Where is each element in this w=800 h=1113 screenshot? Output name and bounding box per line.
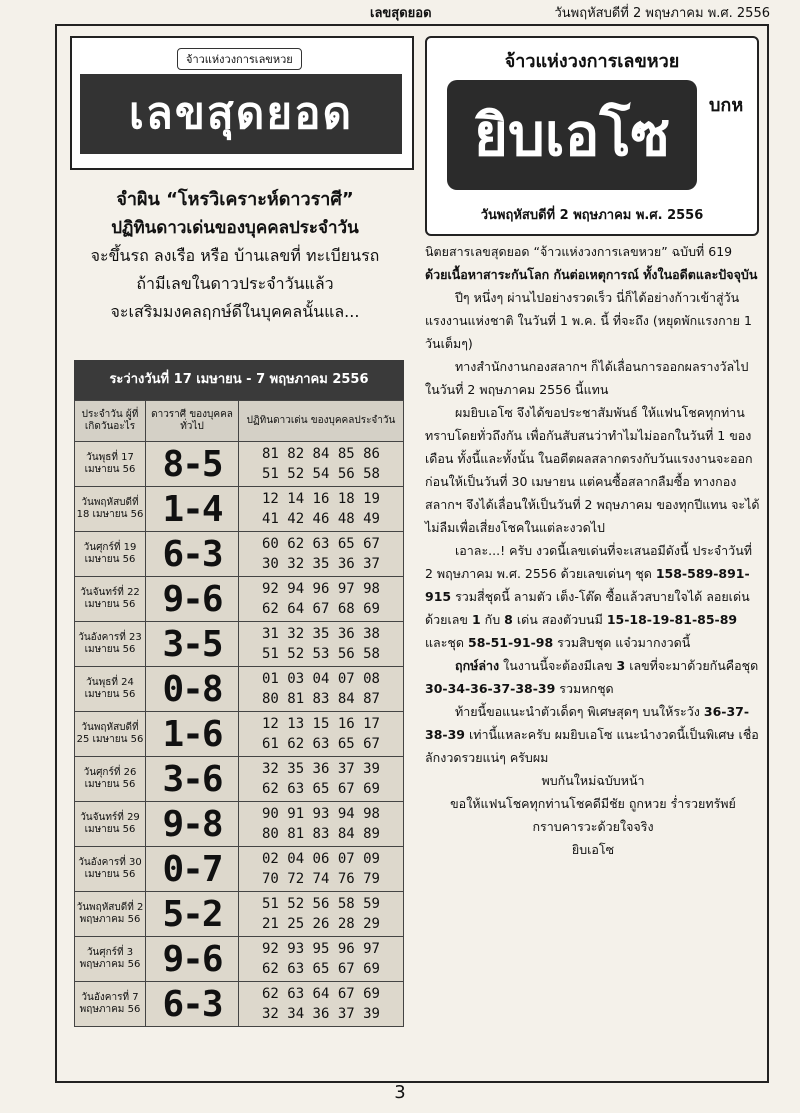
row-numbers-line: 81 82 84 85 86 <box>261 446 380 462</box>
row-pair: 9-6 <box>146 577 239 622</box>
row-day: วันพุธที่ 17 เมษายน 56 <box>75 442 146 487</box>
row-numbers-line: 62 63 64 67 69 <box>261 986 380 1002</box>
row-day: วันจันทร์ที่ 22 เมษายน 56 <box>75 577 146 622</box>
right-logo <box>425 36 759 236</box>
row-numbers-line: 60 62 63 65 67 <box>261 536 380 552</box>
row-pair: 0-7 <box>146 847 239 892</box>
row-pair: 6-3 <box>146 532 239 577</box>
row-numbers-line: 01 03 04 07 08 <box>261 671 380 687</box>
magazine-name: เลขสุดยอด <box>370 6 432 21</box>
row-day: วันอังคารที่ 30 เมษายน 56 <box>75 847 146 892</box>
row-numbers-line: 51 52 54 56 58 <box>261 466 380 482</box>
row-numbers <box>239 847 404 892</box>
row-day: วันศุกร์ที่ 3 พฤษภาคม 56 <box>75 937 146 982</box>
closing-line: กราบคารวะด้วยใจจริง <box>532 819 654 834</box>
row-day: วันอังคารที่ 23 เมษายน 56 <box>75 622 146 667</box>
row-numbers-line: 80 81 83 84 89 <box>261 826 380 842</box>
row-numbers-line: 62 64 67 68 69 <box>261 601 380 617</box>
row-numbers-line: 62 63 65 67 69 <box>261 961 380 977</box>
table-row <box>75 577 404 622</box>
intro-line: จะขึ้นรถ ลงเรือ หรือ บ้านเลขที่ ทะเบียนรถ <box>90 246 380 265</box>
row-numbers <box>239 757 404 802</box>
row-pair: 0-8 <box>146 667 239 712</box>
row-numbers-line: 51 52 53 56 58 <box>261 646 380 662</box>
row-day: วันพุธที่ 24 เมษายน 56 <box>75 667 146 712</box>
article-paragraph: ปีๆ หนึ่งๆ ผ่านไปอย่างรวดเร็ว นี่ก็ได้อย่างก้าวเข้าสู่วันแรงงานแห่งชาติ ในวันที่ 1 พ.ค. นี้ ที่จะถึง (หยุดพักแรงกาย 1 วันเต็มๆ) <box>425 290 752 351</box>
row-numbers-line: 41 42 46 48 49 <box>261 511 380 527</box>
row-numbers <box>239 667 404 712</box>
row-numbers <box>239 937 404 982</box>
left-intro <box>62 186 408 326</box>
row-day: วันพฤหัสบดีที่ 2 พฤษภาคม 56 <box>75 892 146 937</box>
row-pair: 1-6 <box>146 712 239 757</box>
table-row <box>75 487 404 532</box>
row-numbers-line: 12 14 16 18 19 <box>261 491 380 507</box>
row-numbers-line: 92 93 95 96 97 <box>261 941 380 957</box>
row-pair: 9-6 <box>146 937 239 982</box>
lucky-number-table <box>74 360 404 1027</box>
table-row <box>75 847 404 892</box>
intro-heading: จำผิน “โหรวิเคราะห์ดาวราศี” <box>116 189 354 210</box>
closing-line: ขอให้แฟนโชคทุกท่านโชคดีมีชัย ถูกหวย ร่ำรวยทรัพย์ <box>450 796 736 811</box>
issue-date: วันพฤหัสบดีที่ 2 พฤษภาคม พ.ศ. 2556 <box>554 6 770 21</box>
row-pair: 8-5 <box>146 442 239 487</box>
row-numbers <box>239 442 404 487</box>
table-caption: ระว่างวันที่ 17 เมษายน - 7 พฤษภาคม 2556 <box>74 360 404 400</box>
row-numbers <box>239 622 404 667</box>
table-header-row <box>75 401 404 442</box>
right-logo-tagline: จ้าวแห่งวงการเลขหวย <box>504 51 680 72</box>
row-numbers-line: 32 34 36 37 39 <box>261 1006 380 1022</box>
row-numbers-line: 32 35 36 37 39 <box>261 761 380 777</box>
closing-signature: ยิบเอโซ <box>571 842 615 857</box>
row-pair: 6-3 <box>146 982 239 1027</box>
row-numbers-line: 80 81 83 84 87 <box>261 691 380 707</box>
right-logo-brand: ยิบเอโซ <box>447 80 697 190</box>
closing-line: พบกันใหม่ฉบับหน้า <box>541 773 645 788</box>
row-pair: 5-2 <box>146 892 239 937</box>
header-day: ประจำวัน ผู้ที่เกิดวันอะไร <box>75 401 146 442</box>
article <box>425 240 761 861</box>
article-paragraph: ฤกษ์ล่าง ในงานนี้จะต้องมีเลข 3 เลขที่จะมาด้วยกันคือชุด 30-34-36-37-38-39 รวมหกชุด <box>425 658 759 696</box>
row-numbers <box>239 982 404 1027</box>
table <box>74 400 404 1027</box>
left-logo-title: เลขสุดยอด <box>80 74 402 154</box>
right-logo-date: วันพฤหัสบดีที่ 2 พฤษภาคม พ.ศ. 2556 <box>480 208 704 223</box>
intro-subheading: ปฏิทินดาวเด่นของบุคคลประจำวัน <box>111 218 359 238</box>
table-row <box>75 982 404 1027</box>
row-numbers <box>239 892 404 937</box>
intro-line: จะเสริมมงคลฤกษ์ดีในบุคคลนั้นแล... <box>110 302 360 321</box>
table-row <box>75 667 404 712</box>
row-pair: 3-5 <box>146 622 239 667</box>
header-pair: ดาวราศี ของบุคคลทั่วไป <box>146 401 239 442</box>
table-row <box>75 622 404 667</box>
article-paragraph: เอาละ...! ครับ งวดนี้เลขเด่นที่จะเสนอมีดังนี้ ประจำวันที่ 2 พฤษภาคม พ.ศ. 2556 ด้วยเลขเด่นๆ ชุด 158-589-891-915 รวมสี่ชุดนี้ ลามตัว เต็ง-โต๊ด ซื้อแล้วสบายใจได้ ลอยเด่นด้วยเลข 1 กับ 8 เด่น สองตัวบนมี 15-18-19-81-85-89 และชุด 58-51-91-98 รวมสิบชุด แจ๋วมากงวดนี้ <box>425 543 752 650</box>
row-numbers-line: 92 94 96 97 98 <box>261 581 380 597</box>
row-numbers-line: 51 52 56 58 59 <box>261 896 380 912</box>
table-row <box>75 802 404 847</box>
article-paragraph: ทางสำนักงานกองสลากฯ ก็ได้เลื่อนการออกผลรางวัลไปในวันที่ 2 พฤษภาคม 2556 นี้แทน <box>425 359 749 397</box>
row-numbers-line: 21 25 26 28 29 <box>261 916 380 932</box>
row-numbers <box>239 802 404 847</box>
article-paragraph: ผมยิบเอโซ จึงได้ขอประชาสัมพันธ์ ให้แฟนโชคทุกท่านทราบโดยทั่วถึงกัน เพื่อกันสับสนว่าทำไมไม่ออกในวันที่ 1 ของเดือน ทั้งนี้และทั้งนั้น ในอดีตผลสลากตรงกับวันแรงงานจะออกก่อนให้เป็นวันที่ 30 เมษายน แต่คนซื้อสลากลืมซื้อ ทางกองสลากฯ จึงได้เลื่อนให้เป็นวันที่ 2 พฤษภาคม ของทุกปีแทน จะได้ไม่ลืมเพื่อเสี่ยงโชคในแต่ละงวดไป <box>425 405 760 535</box>
row-numbers-line: 30 32 35 36 37 <box>261 556 380 572</box>
table-row <box>75 757 404 802</box>
article-line: ด้วยเนื้อหาสาระกันโลก กันต่อเหตุการณ์ ทั้งในอดีตและปัจจุบัน <box>425 267 758 282</box>
table-row <box>75 892 404 937</box>
table-row <box>75 532 404 577</box>
table-row <box>75 937 404 982</box>
page-number: 3 <box>394 1082 406 1103</box>
row-numbers-line: 61 62 63 65 67 <box>261 736 380 752</box>
article-paragraph: ท้ายนี้ขอแนะนำตัวเด็ดๆ พิเศษสุดๆ บนให้ระวัง 36-37-38-39 เท่านี้แหละครับ ผมยิบเอโซ แนะนำงวดนี้เป็นพิเศษ เชื่อลักงวดรวยแน่ๆ ครับผม <box>425 704 759 765</box>
row-numbers-line: 70 72 74 76 79 <box>261 871 380 887</box>
row-numbers-line: 62 63 65 67 69 <box>261 781 380 797</box>
article-line: นิตยสารเลขสุดยอด “จ้าวแห่งวงการเลขหวย” ฉบับที่ 619 <box>425 244 733 259</box>
row-day: วันจันทร์ที่ 29 เมษายน 56 <box>75 802 146 847</box>
row-pair: 9-8 <box>146 802 239 847</box>
row-numbers <box>239 487 404 532</box>
row-day: วันอังคารที่ 7 พฤษภาคม 56 <box>75 982 146 1027</box>
row-numbers <box>239 577 404 622</box>
row-numbers-line: 90 91 93 94 98 <box>261 806 380 822</box>
row-day: วันพฤหัสบดีที่ 25 เมษายน 56 <box>75 712 146 757</box>
row-numbers <box>239 712 404 757</box>
row-numbers-line: 02 04 06 07 09 <box>261 851 380 867</box>
row-pair: 1-4 <box>146 487 239 532</box>
left-logo <box>70 36 414 170</box>
row-numbers-line: 31 32 35 36 38 <box>261 626 380 642</box>
row-pair: 3-6 <box>146 757 239 802</box>
right-logo-side: บกห <box>709 95 744 116</box>
header-numbers: ปฏิทินดาวเด่น ของบุคคลประจำวัน <box>239 401 404 442</box>
row-day: วันศุกร์ที่ 19 เมษายน 56 <box>75 532 146 577</box>
row-day: วันพฤหัสบดีที่ 18 เมษายน 56 <box>75 487 146 532</box>
top-header <box>0 0 800 22</box>
row-numbers-line: 12 13 15 16 17 <box>261 716 380 732</box>
table-row <box>75 442 404 487</box>
left-logo-tag: จ้าวแห่งวงการเลขหวย <box>177 48 302 70</box>
table-row <box>75 712 404 757</box>
row-day: วันศุกร์ที่ 26 เมษายน 56 <box>75 757 146 802</box>
intro-line: ถ้ามีเลขในดาวประจำวันแล้ว <box>136 274 334 293</box>
row-numbers <box>239 532 404 577</box>
